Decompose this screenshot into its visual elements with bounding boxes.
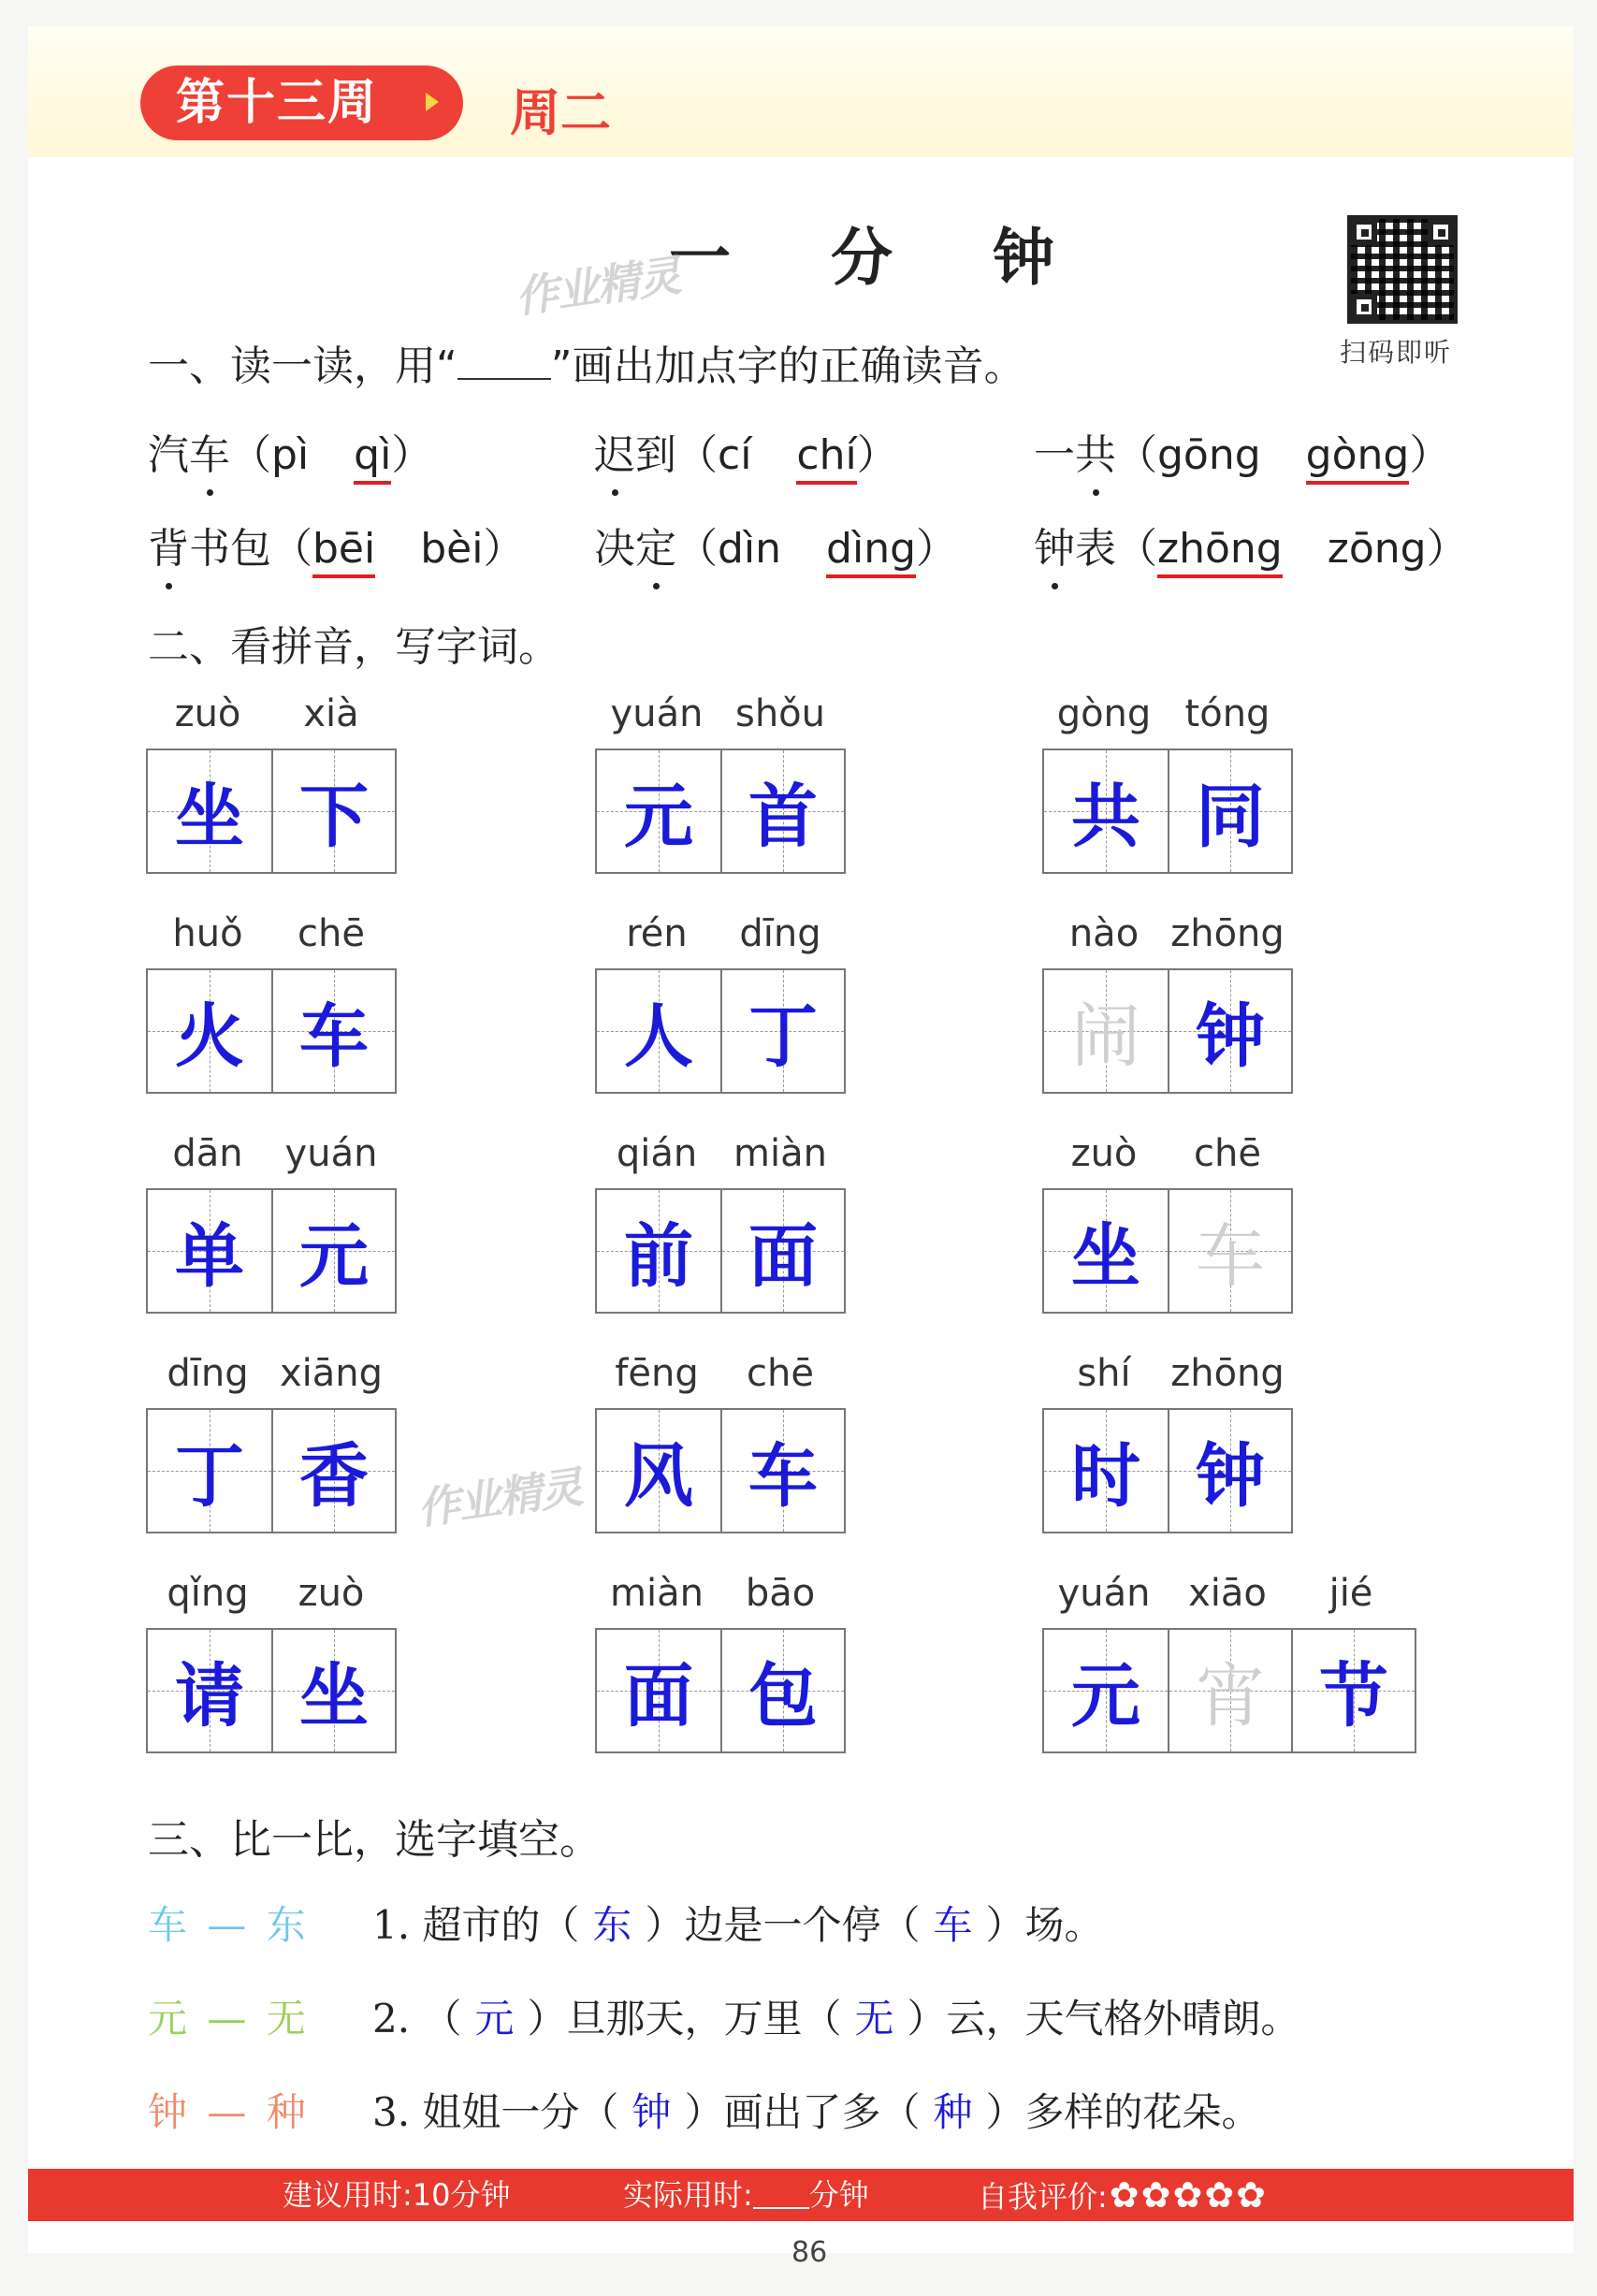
char-cell[interactable]: 元 <box>597 750 720 872</box>
char-cell[interactable]: 请 <box>148 1630 271 1751</box>
page-number: 86 <box>791 2236 828 2269</box>
reading-item: 钟表（zhōng zōng） <box>1034 515 1468 578</box>
char-pair: 钟 — 种 <box>148 2089 310 2135</box>
word: 决定 <box>594 525 676 573</box>
writing-grid <box>595 1188 846 1314</box>
pinyin-label: chē <box>298 912 365 955</box>
writing-grid <box>146 1188 397 1314</box>
pinyin-label: dīng <box>167 1352 249 1395</box>
char-cell[interactable]: 香 <box>271 1410 395 1532</box>
char-pair: 车 — 东 <box>148 1902 310 1948</box>
pinyin-label: xià <box>303 692 359 735</box>
watermark: 作业精灵 <box>512 249 683 323</box>
char-cell[interactable]: 丁 <box>720 970 844 1092</box>
pinyin-option[interactable]: zōng <box>1327 525 1427 573</box>
weekday-label: 周二 <box>510 83 611 142</box>
char-cell[interactable]: 钟 <box>1168 970 1291 1092</box>
fill-row: 钟 — 种 3. 姐姐一分（ 钟 ）画出了多（ 种 ）多样的花朵。 <box>148 2082 1260 2138</box>
char-pair: 元 — 无 <box>148 1996 310 2042</box>
writing-grid <box>1042 968 1293 1094</box>
pinyin-label: yuán <box>284 1132 378 1175</box>
pinyin-label: jié <box>1328 1572 1373 1615</box>
word: 一共 <box>1034 431 1116 479</box>
char-cell[interactable]: 坐 <box>271 1630 395 1751</box>
char-cell[interactable]: 同 <box>1168 750 1291 872</box>
actual-time: 实际用时: 分钟 <box>623 2177 869 2213</box>
char-cell[interactable]: 单 <box>148 1190 271 1312</box>
char-cell[interactable]: 坐 <box>148 750 271 872</box>
char-cell[interactable]: 车 <box>271 970 395 1092</box>
reading-item: 一共（gōng gòng） <box>1034 421 1450 485</box>
pinyin-label: shí <box>1077 1352 1131 1395</box>
flower-star-icon[interactable]: ✿ <box>1204 2174 1235 2216</box>
suggested-time: 建议用时:10分钟 <box>283 2177 511 2213</box>
pinyin-option[interactable]: zhōng <box>1157 525 1283 578</box>
writing-grid <box>146 1408 397 1533</box>
answer-blank[interactable]: 无 <box>854 1996 894 2042</box>
time-blank[interactable] <box>753 2177 809 2209</box>
footer-bar <box>28 2169 1574 2221</box>
pinyin-label: miàn <box>733 1132 827 1175</box>
char-cell[interactable]: 包 <box>720 1630 844 1751</box>
reading-item: 背书包（bēi bèi） <box>148 515 524 578</box>
word: 迟到 <box>594 431 676 479</box>
reading-item: 汽车（pì qì） <box>148 421 432 485</box>
pinyin-label: zuò <box>174 692 241 735</box>
pinyin-label: yuán <box>1057 1572 1151 1615</box>
pinyin-label: dīng <box>739 912 821 955</box>
char-cell[interactable]: 时 <box>1044 1410 1168 1532</box>
answer-blank[interactable]: 车 <box>933 1902 973 1948</box>
pinyin-label: xiāo <box>1188 1572 1267 1615</box>
pinyin-option[interactable]: pì <box>271 431 310 479</box>
self-rating: 自我评价:✿✿✿✿✿ <box>978 2169 1266 2223</box>
pinyin-label: yuán <box>610 692 704 735</box>
word: 背书包 <box>148 525 271 573</box>
qr-code-icon[interactable] <box>1347 215 1458 324</box>
blank-underline <box>457 378 551 380</box>
char-cell[interactable]: 坐 <box>1044 1190 1168 1312</box>
reading-item: 迟到（cí chí） <box>594 421 898 485</box>
flower-star-icon[interactable]: ✿ <box>1236 2174 1267 2216</box>
char-cell[interactable]: 元 <box>271 1190 395 1312</box>
writing-grid <box>1042 1628 1416 1753</box>
reading-item: 决定（dìn dìng） <box>594 515 957 578</box>
pinyin-option[interactable]: cí <box>718 431 752 479</box>
word: 汽车 <box>148 431 230 479</box>
char-cell[interactable]: 人 <box>597 970 720 1092</box>
section-2-heading: 二、看拼音，写字词。 <box>148 623 559 671</box>
pinyin-option[interactable]: dìng <box>826 525 916 578</box>
answer-blank[interactable]: 元 <box>474 1996 515 2042</box>
qr-caption: 扫码即听 <box>1340 337 1453 368</box>
char-cell[interactable]: 车 <box>720 1410 844 1532</box>
pinyin-label: xiāng <box>279 1352 384 1395</box>
writing-grid <box>1042 1188 1293 1314</box>
answer-blank[interactable]: 种 <box>933 2089 973 2135</box>
pinyin-label: shǒu <box>734 692 825 735</box>
fill-row: 车 — 东 1. 超市的（ 东 ）边是一个停（ 车 ）场。 <box>148 1895 1103 1951</box>
pinyin-label: bāo <box>745 1572 816 1615</box>
week-badge: 第十三周 <box>140 65 463 140</box>
pinyin-label: zhōng <box>1170 912 1285 955</box>
pinyin-option[interactable]: qì <box>354 431 391 485</box>
pinyin-option[interactable]: gōng <box>1157 431 1261 479</box>
flower-star-icon[interactable]: ✿ <box>1172 2174 1203 2216</box>
char-cell[interactable]: 宵 <box>1168 1630 1291 1751</box>
writing-grid <box>595 1628 846 1753</box>
pinyin-label: chē <box>747 1352 814 1395</box>
char-cell[interactable]: 首 <box>720 750 844 872</box>
lesson-title: 一 分 钟 <box>669 221 1094 294</box>
char-cell[interactable]: 面 <box>720 1190 844 1312</box>
pinyin-label: zuò <box>1070 1132 1138 1175</box>
writing-grid <box>146 1628 397 1753</box>
word: 钟表 <box>1034 525 1116 573</box>
pinyin-label: gòng <box>1056 692 1152 735</box>
char-cell[interactable]: 共 <box>1044 750 1168 872</box>
char-cell[interactable]: 元 <box>1044 1630 1168 1751</box>
char-cell[interactable]: 火 <box>148 970 271 1092</box>
writing-grid <box>1042 748 1293 874</box>
section-3-heading: 三、比一比，选字填空。 <box>148 1816 601 1864</box>
char-cell[interactable]: 闹 <box>1044 970 1168 1092</box>
writing-grid <box>595 748 846 874</box>
pinyin-option[interactable]: dìn <box>718 525 782 573</box>
pinyin-option[interactable]: bēi <box>312 525 375 578</box>
writing-grid <box>146 748 397 874</box>
pinyin-label: miàn <box>610 1572 704 1615</box>
pinyin-label: rén <box>626 912 688 955</box>
char-cell[interactable]: 钟 <box>1168 1410 1291 1532</box>
writing-grid <box>1042 1408 1293 1533</box>
flower-star-icon[interactable]: ✿ <box>1109 2174 1140 2216</box>
char-cell[interactable]: 车 <box>1168 1190 1291 1312</box>
char-cell[interactable]: 丁 <box>148 1410 271 1532</box>
pinyin-label: nào <box>1068 912 1140 955</box>
pinyin-label: qǐng <box>167 1572 249 1615</box>
char-cell[interactable]: 下 <box>271 750 395 872</box>
char-cell[interactable]: 前 <box>597 1190 720 1312</box>
pinyin-label: qián <box>616 1132 698 1175</box>
pinyin-label: zuò <box>298 1572 365 1615</box>
answer-blank[interactable]: 钟 <box>632 2089 672 2135</box>
writing-grid <box>595 968 846 1094</box>
fill-row: 元 — 无 2. （ 元 ）旦那天，万里（ 无 ）云，天气格外晴朗。 <box>148 1988 1299 2044</box>
flower-star-icon[interactable]: ✿ <box>1140 2174 1171 2216</box>
arrow-icon <box>426 93 439 111</box>
answer-blank[interactable]: 东 <box>592 1902 632 1948</box>
pinyin-label: zhōng <box>1170 1352 1285 1395</box>
pinyin-label: fēng <box>615 1352 699 1395</box>
pinyin-label: tóng <box>1184 692 1270 735</box>
pinyin-label: chē <box>1194 1132 1261 1175</box>
section-1-heading: 一、读一读，用“ ”画出加点字的正确读音。 <box>148 342 1025 390</box>
pinyin-option[interactable]: gòng <box>1306 431 1410 485</box>
writing-grid <box>595 1408 846 1533</box>
char-cell[interactable]: 面 <box>597 1630 720 1751</box>
pinyin-label: dān <box>172 1132 243 1175</box>
char-cell[interactable]: 风 <box>597 1410 720 1532</box>
pinyin-option[interactable]: chí <box>796 431 856 485</box>
writing-grid <box>146 968 397 1094</box>
pinyin-option[interactable]: bèi <box>420 525 484 573</box>
watermark: 作业精灵 <box>414 1460 585 1534</box>
pinyin-label: huǒ <box>172 912 243 955</box>
char-cell[interactable]: 节 <box>1291 1630 1415 1751</box>
